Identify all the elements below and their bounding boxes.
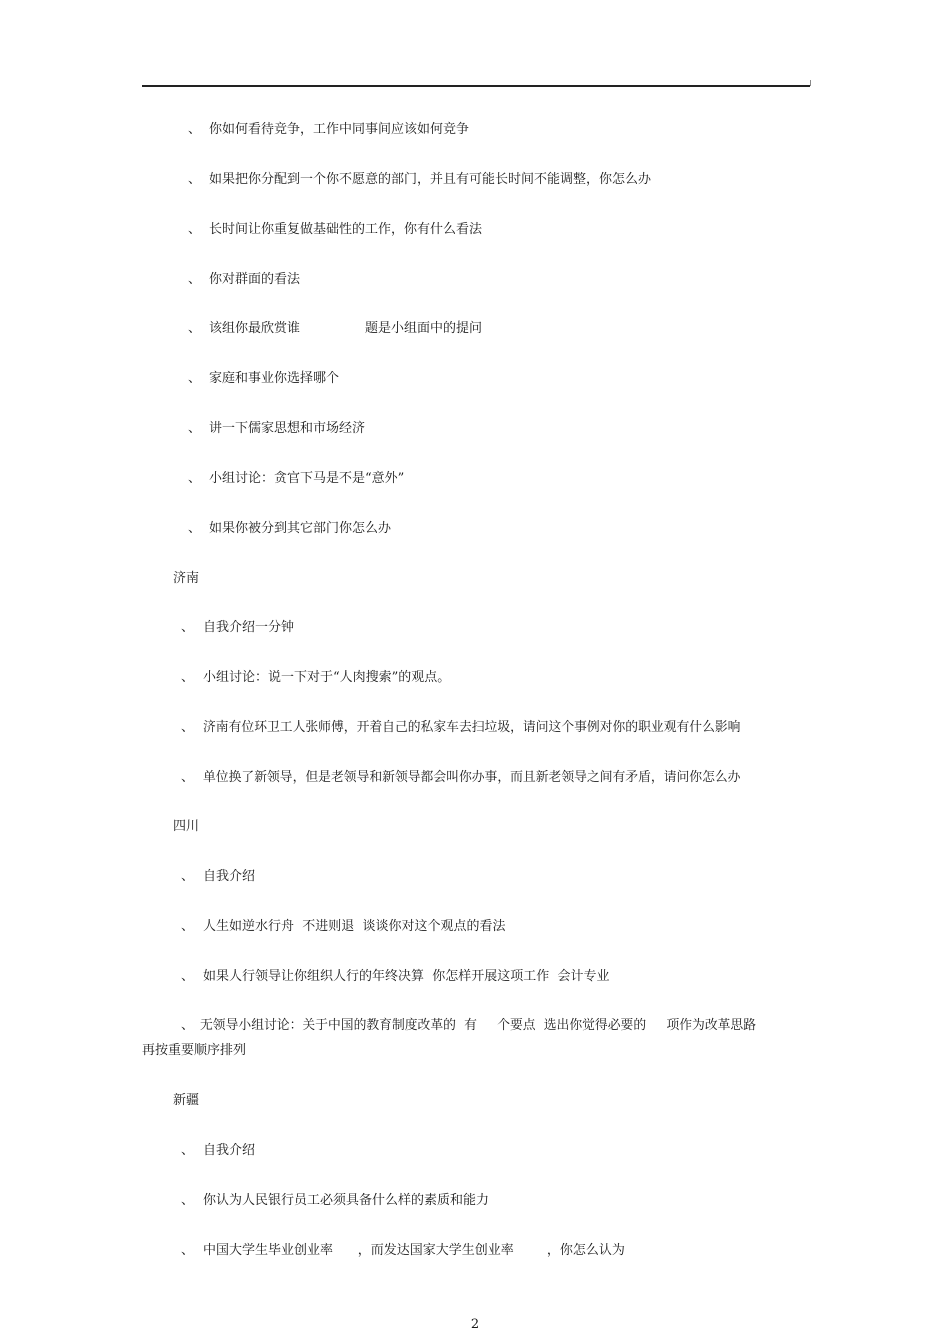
question-item: 人生如逆水行舟 不进则退 谈谈你对这个观点的看法 (203, 919, 506, 934)
bullet-mark: 、 (188, 222, 202, 237)
question-item: 长时间让你重复做基础性的工作，你有什么看法 (209, 222, 483, 237)
bullet-mark: 、 (181, 1243, 195, 1258)
section-heading-sichuan: 四川 (173, 819, 200, 834)
bullet-mark: 、 (181, 620, 195, 635)
question-item: 自我介绍 (203, 1143, 256, 1158)
header-rule-tick (810, 80, 811, 86)
question-item: 济南有位环卫工人张师傅，开着自己的私家车去扫垃圾，请问这个事例对你的职业观有什么影响 (203, 720, 741, 735)
bullet-mark: 、 (181, 770, 195, 785)
question-item-long: 无领导小组讨论：关于中国的教育制度改革的 有 个要点 选出你觉得必要的 项作为改革思路 (200, 1018, 757, 1033)
question-item: 小组讨论：说一下对于“人肉搜索”的观点。 (203, 670, 451, 685)
question-item: 你认为人民银行员工必须具备什么样的素质和能力 (203, 1193, 490, 1208)
question-item: 家庭和事业你选择哪个 (209, 371, 340, 386)
question-item-long-continued: 再按重要顺序排列 (142, 1043, 247, 1058)
question-item: 该组你最欣赏谁 (209, 321, 301, 336)
bullet-mark: 、 (181, 1193, 195, 1208)
question-item: 你对群面的看法 (209, 272, 301, 287)
bullet-mark: 、 (181, 1018, 195, 1033)
bullet-mark: 、 (188, 521, 202, 536)
question-item: 自我介绍 (203, 869, 256, 884)
question-note: 题是小组面中的提问 (365, 321, 483, 336)
question-item: 如果你被分到其它部门你怎么办 (209, 521, 392, 536)
bullet-mark: 、 (188, 321, 202, 336)
bullet-mark: 、 (188, 172, 202, 187)
question-item: 如果人行领导让你组织人行的年终决算 你怎样开展这项工作 会计专业 (203, 969, 610, 984)
question-item: 单位换了新领导，但是老领导和新领导都会叫你办事，而且新老领导之间有矛盾，请问你怎么办 (203, 770, 741, 785)
bullet-mark: 、 (181, 969, 195, 984)
question-item: 小组讨论：贪官下马是不是“意外” (209, 471, 405, 486)
bullet-mark: 、 (181, 919, 195, 934)
question-item: 如果把你分配到一个你不愿意的部门，并且有可能长时间不能调整，你怎么办 (209, 172, 652, 187)
question-item: 中国大学生毕业创业率 ，而发达国家大学生创业率 ，你怎么认为 (203, 1243, 625, 1258)
section-heading-xinjiang: 新疆 (173, 1093, 200, 1108)
bullet-mark: 、 (188, 421, 202, 436)
bullet-mark: 、 (188, 471, 202, 486)
bullet-mark: 、 (188, 371, 202, 386)
page-number: 2 (470, 1317, 480, 1332)
question-item: 自我介绍一分钟 (203, 620, 295, 635)
bullet-mark: 、 (188, 122, 202, 137)
bullet-mark: 、 (181, 869, 195, 884)
header-rule (142, 85, 810, 87)
bullet-mark: 、 (181, 720, 195, 735)
section-heading-jinan: 济南 (173, 571, 200, 586)
question-item: 你如何看待竞争，工作中同事间应该如何竞争 (209, 122, 470, 137)
bullet-mark: 、 (181, 670, 195, 685)
bullet-mark: 、 (181, 1143, 195, 1158)
bullet-mark: 、 (188, 272, 202, 287)
question-item: 讲一下儒家思想和市场经济 (209, 421, 366, 436)
